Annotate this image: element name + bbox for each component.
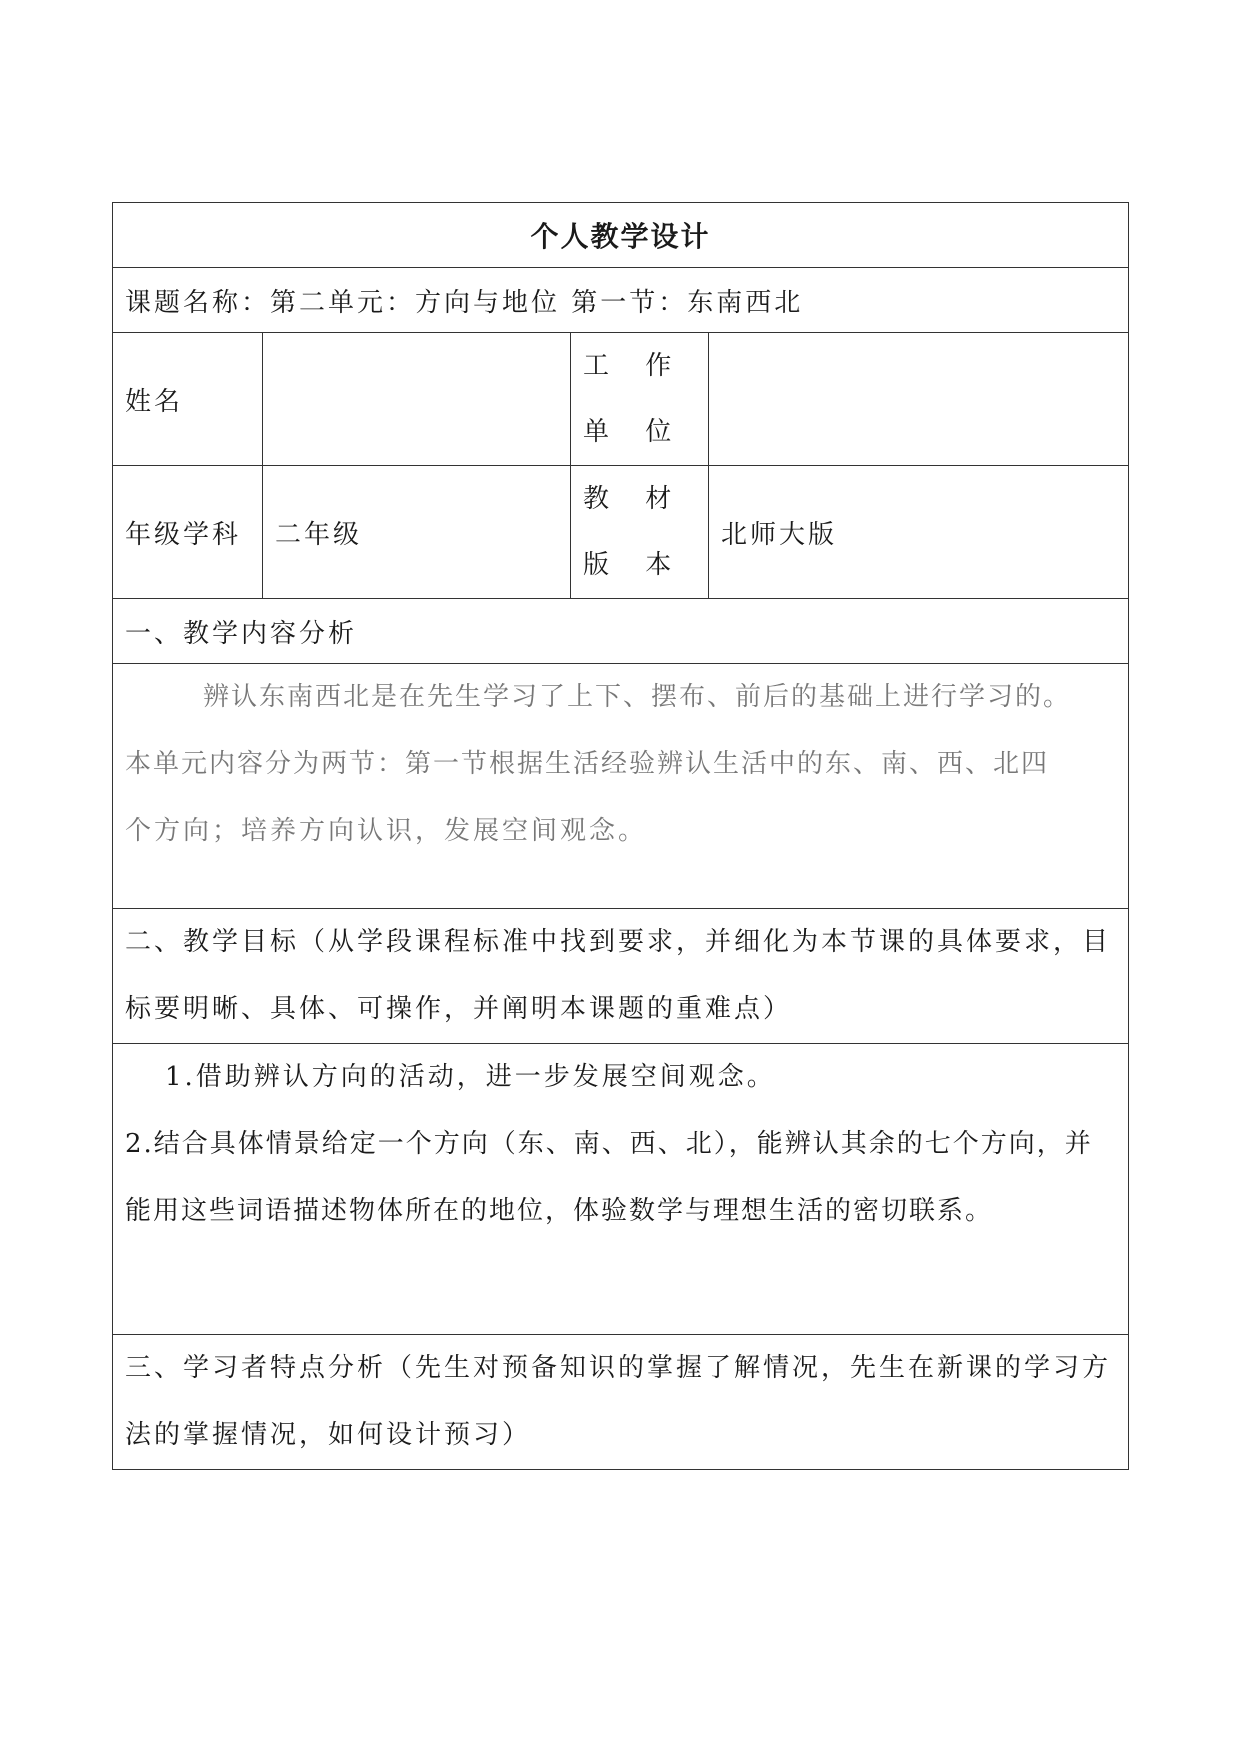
form-title: 个人教学设计: [113, 203, 1129, 268]
learner-analysis-heading: 三、学习者特点分析（先生对预备知识的掌握了解情况，先生在新课的学习方法的掌握情况，如何设计预习）: [113, 1335, 1129, 1470]
content-analysis-heading: 一、教学内容分析: [113, 599, 1129, 664]
content-analysis-line-3: 个方向；培养方向认识，发展空间观念。: [125, 816, 648, 846]
work-unit-value[interactable]: [709, 333, 1129, 466]
grade-subject-label: 年级学科: [113, 466, 263, 599]
name-label: 姓名: [113, 333, 263, 466]
textbook-edition-label: 教 材 版 本: [571, 466, 709, 599]
objective-item-2: 2.结合具体情景给定一个方向（东、南、西、北），能辨认其余的七个方向，并能用这些词语描述物体所在的地位，体验数学与理想生活的密切联系。: [125, 1129, 1093, 1226]
name-value[interactable]: [263, 333, 571, 466]
grade-subject-value[interactable]: 二年级: [263, 466, 571, 599]
objectives-heading: 二、教学目标（从学段课程标准中找到要求，并细化为本节课的具体要求，目标要明晰、具体、可操作，并阐明本课题的重难点）: [113, 909, 1129, 1044]
form-table: [112, 202, 1129, 1470]
content-analysis-line-1: 辨认东南西北是在先生学习了上下、摆布、前后的基础上进行学习的。: [203, 682, 1072, 712]
content-analysis-body[interactable]: [113, 664, 1129, 909]
topic-cell: 课题名称：第二单元：方向与地位 第一节：东南西北: [113, 268, 1129, 333]
content-analysis-line-2: 本单元内容分为两节：第一节根据生活经验辨认生活中的东、南、西、北四: [125, 749, 1050, 779]
lesson-design-form: [112, 202, 1128, 1470]
work-unit-label: 工 作 单 位: [571, 333, 709, 466]
textbook-edition-value[interactable]: 北师大版: [709, 466, 1129, 599]
objectives-body[interactable]: [113, 1044, 1129, 1335]
objective-item-1: 1.借助辨认方向的活动，进一步发展空间观念。: [165, 1062, 776, 1092]
